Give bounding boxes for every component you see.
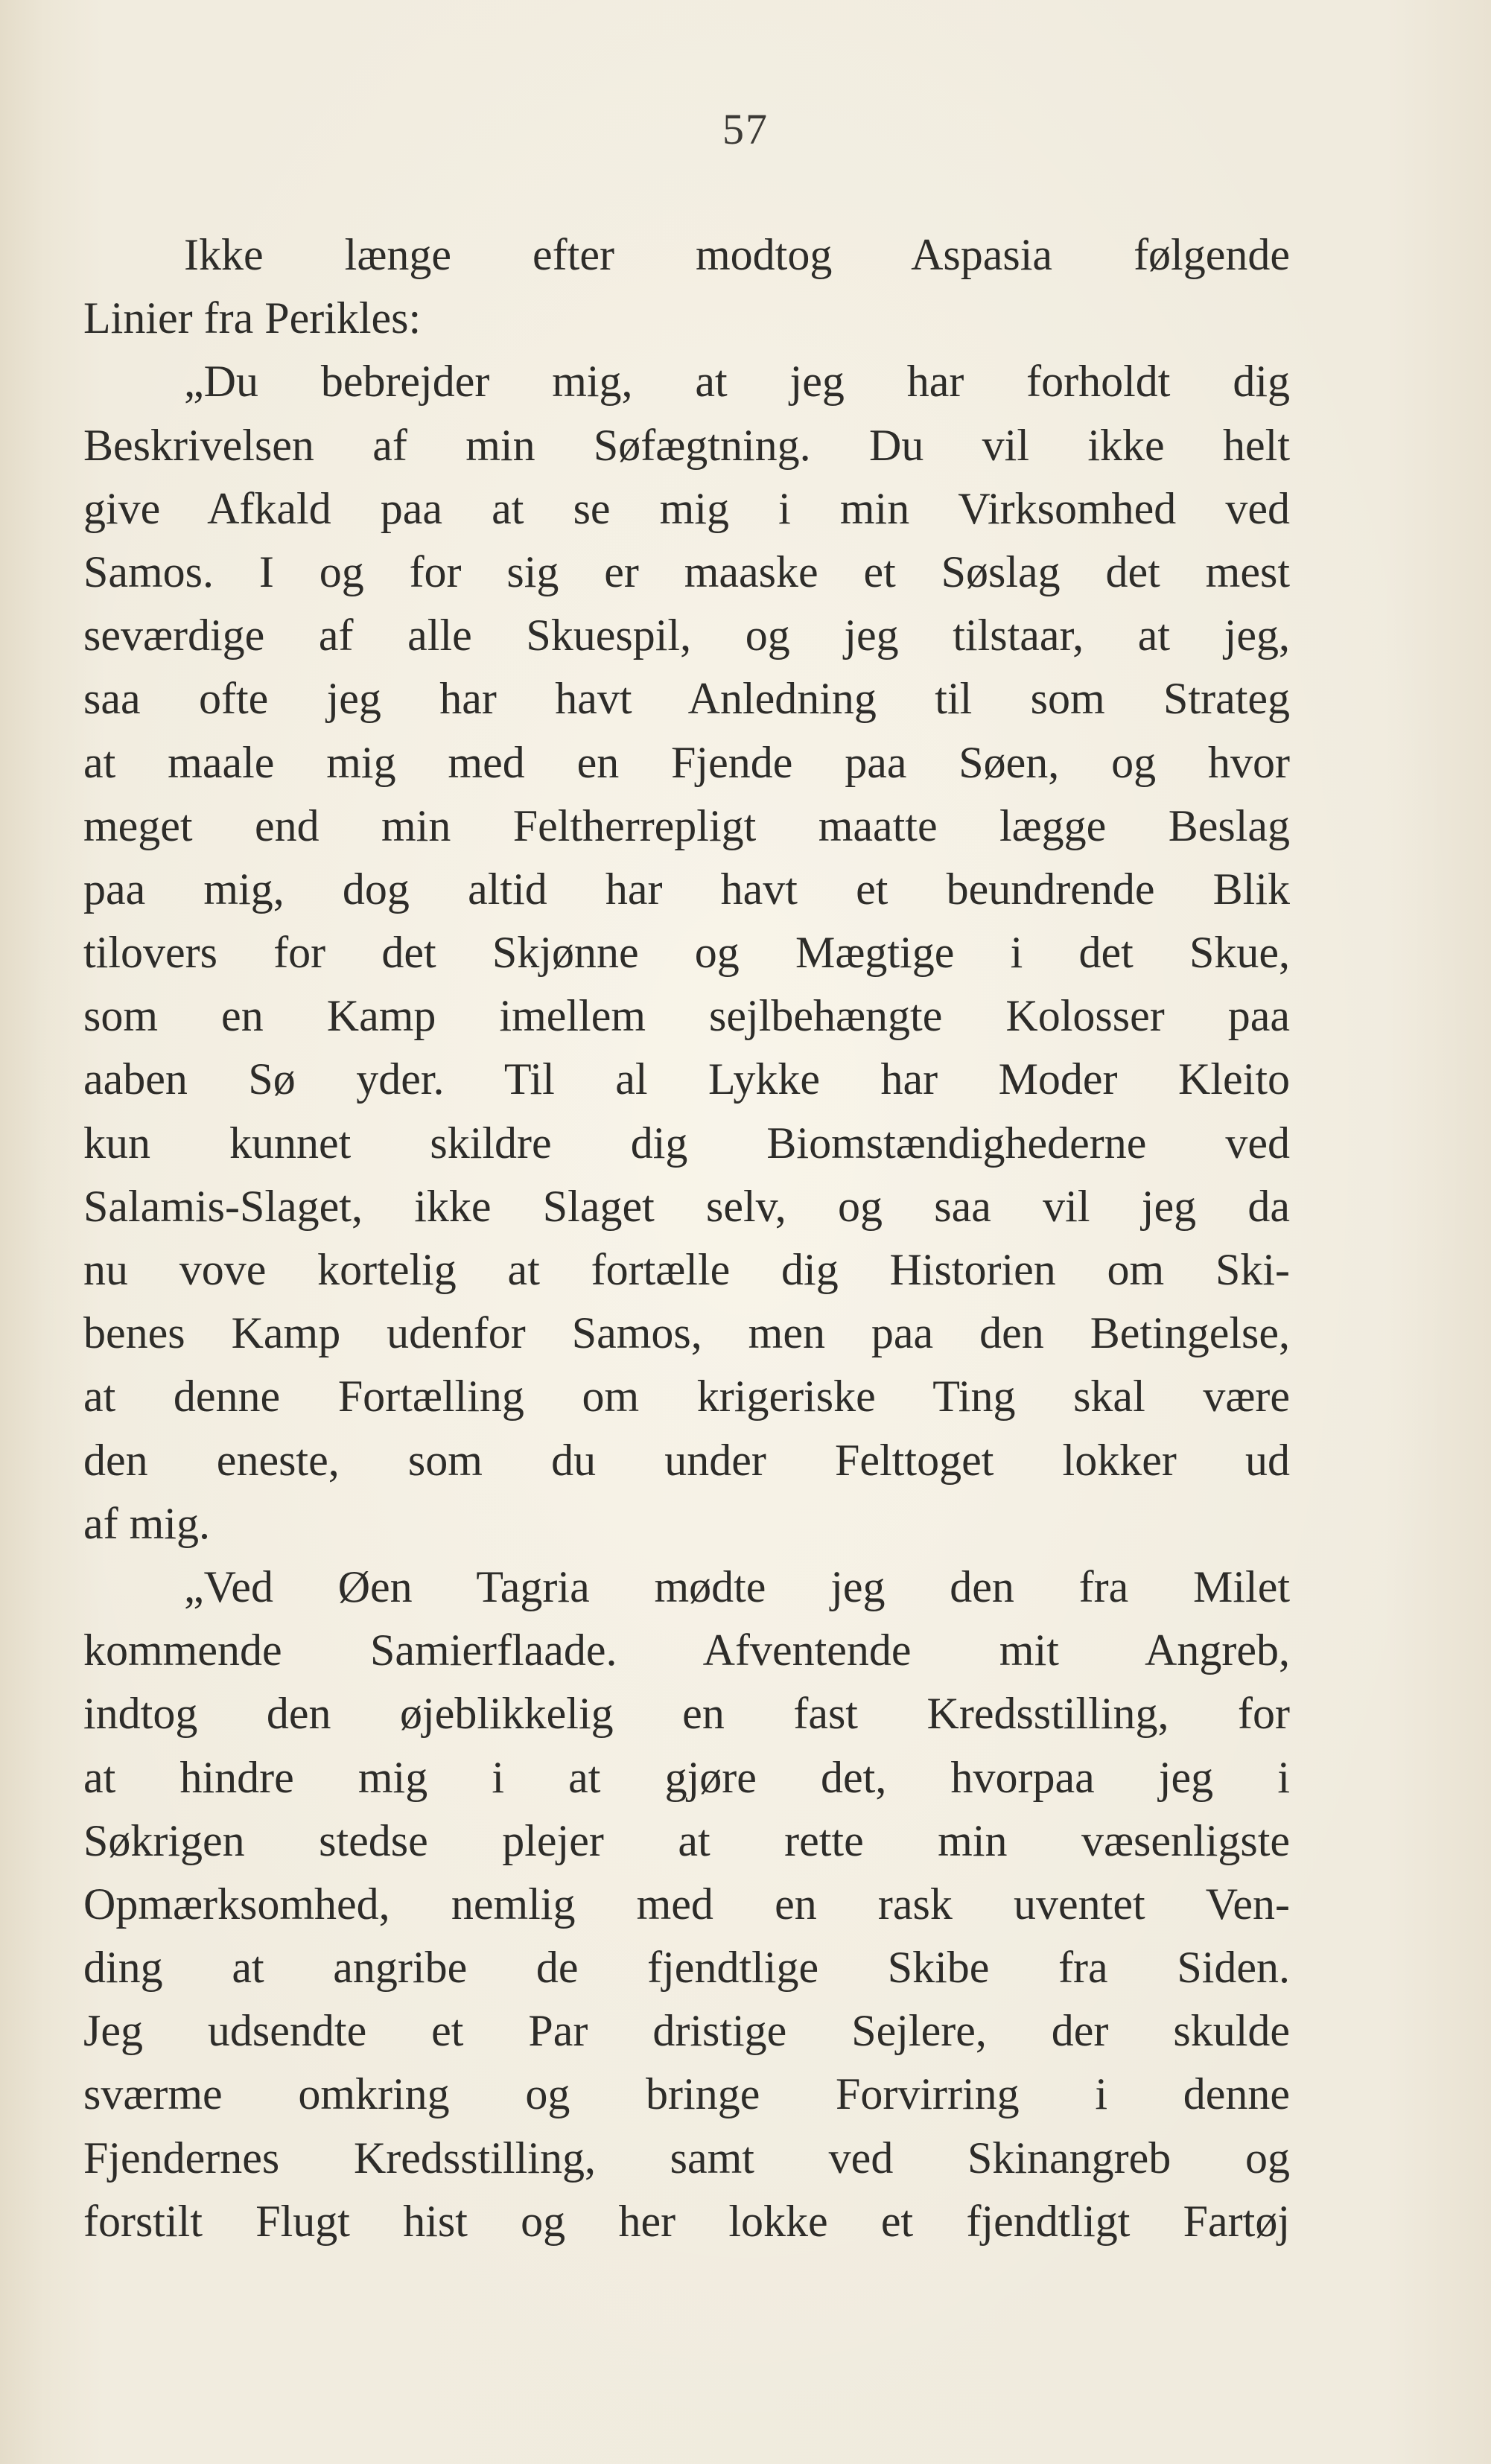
text-line: „Ved Øen Tagria mødte jeg den fra Milet [184, 1562, 1290, 1611]
text-line: Ikke længe efter modtog Aspasia følgende [184, 230, 1290, 279]
text-line: at denne Fortælling om krigeriske Ting skal være [83, 1372, 1290, 1422]
text-line: Opmærksomhed, nemlig med en rask uventet Ven- [83, 1879, 1290, 1929]
text-line: at maale mig med en Fjende paa Søen, og hvor [83, 737, 1290, 787]
text-line: saa ofte jeg har havt Anledning til som Strateg [83, 674, 1290, 724]
text-line: seværdige af alle Skuespil, og jeg tilstaar, at jeg, [83, 611, 1290, 660]
body-text [83, 223, 1290, 2253]
page-number: 57 [722, 105, 769, 153]
text-line: Salamis-Slaget, ikke Slaget selv, og saa vil jeg da [83, 1181, 1290, 1231]
text-line: at hindre mig i at gjøre det, hvorpaa jeg i [83, 1752, 1290, 1802]
text-line: kommende Samierflaade. Afventende mit Angreb, [83, 1626, 1290, 1675]
text-line: Jeg udsendte et Par dristige Sejlere, der skulde [83, 2006, 1290, 2056]
text-line: meget end min Feltherrepligt maatte lægge Beslag [83, 800, 1290, 850]
text-line: den eneste, som du under Felttoget lokker ud [83, 1435, 1290, 1485]
text-line: ding at angribe de fjendtlige Skibe fra Siden. [83, 1943, 1290, 1993]
text-line: nu vove kortelig at fortælle dig Historien om Ski- [83, 1245, 1290, 1294]
text-line: sværme omkring og bringe Forvirring i denne [83, 2069, 1290, 2119]
text-line: paa mig, dog altid har havt et beundrende Blik [83, 864, 1290, 914]
text-line: forstilt Flugt hist og her lokke et fjendtligt Fartøj [83, 2196, 1290, 2246]
text-line: benes Kamp udenfor Samos, men paa den Betingelse, [83, 1308, 1290, 1358]
text-line: Søkrigen stedse plejer at rette min væsenligste [83, 1815, 1290, 1865]
text-line: „Du bebrejder mig, at jeg har forholdt dig [184, 357, 1290, 407]
text-line: aaben Sø yder. Til al Lykke har Moder Kleito [83, 1054, 1290, 1104]
text-line: give Afkald paa at se mig i min Virksomhed ved [83, 483, 1290, 533]
text-line: Fjendernes Kredsstilling, samt ved Skinangreb og [83, 2133, 1290, 2183]
text-line: Linier fra Perikles: [83, 293, 422, 343]
text-line: kun kunnet skildre dig Biomstændighederne ved [83, 1118, 1290, 1168]
text-line: tilovers for det Skjønne og Mægtige i det Skue, [83, 928, 1290, 978]
text-line: af mig. [83, 1498, 210, 1548]
text-line: Beskrivelsen af min Søfægtning. Du vil ikke helt [83, 420, 1290, 470]
text-line: som en Kamp imellem sejlbehængte Kolosser paa [83, 991, 1290, 1041]
text-line: indtog den øjeblikkelig en fast Kredsstilling, for [83, 1689, 1290, 1739]
text-line: Samos. I og for sig er maaske et Søslag det mest [83, 547, 1290, 596]
